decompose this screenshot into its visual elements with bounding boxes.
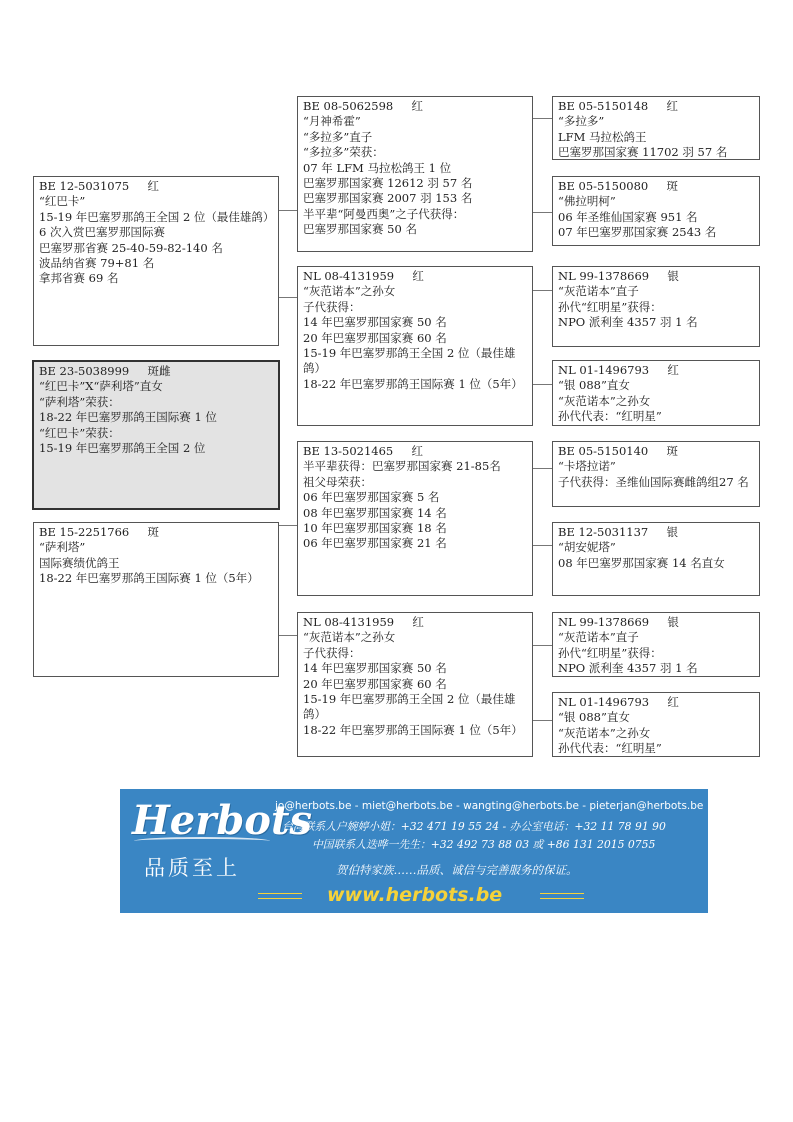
pedigree-line: 巴塞罗那国家赛 11702 羽 57 名 — [558, 145, 728, 160]
email-list[interactable]: jo@herbots.be - miet@herbots.be - wangting@herbots.be - pieterjan@herbots.be — [275, 800, 704, 812]
pedigree-line: 子代获得： — [303, 645, 361, 660]
pedigree-line: 18-22 年巴塞罗那鸽王国际赛 1 位（5年） — [303, 376, 523, 391]
pedigree-line: “银 088”直女 — [558, 710, 630, 725]
connector-dd-1 — [533, 645, 552, 646]
great-grandparent-box-4 — [552, 360, 760, 426]
ring-number: BE 08-5062598 红 — [303, 99, 424, 113]
great-grandparent-box-6 — [552, 522, 760, 596]
pedigree-line: “多拉多”荣获： — [303, 145, 384, 160]
ring-number: NL 01-1496793 红 — [558, 363, 679, 377]
connector-dam-up — [279, 525, 297, 526]
pedigree-line: “多拉多”直子 — [303, 129, 373, 144]
pedigree-line: 08 年巴塞罗那国家赛 14 名 — [303, 505, 447, 520]
taiwan-contact: 台湾联系人户婉婷小姐：+32 471 19 55 24 - 办公室电话：+32 11 78 91 90 — [282, 820, 666, 833]
url-decoration-left — [258, 893, 302, 899]
website-link[interactable]: www.herbots.be — [327, 884, 503, 906]
pedigree-line: 半平辈“阿曼西奥”之子代获得： — [303, 206, 465, 221]
pedigree-line: “银 088”直女 — [558, 378, 630, 393]
connector-dam-down — [279, 635, 297, 636]
pedigree-line: “月神希霍” — [303, 114, 361, 129]
pedigree-line: 07 年 LFM 马拉松鸽王 1 位 — [303, 160, 452, 175]
pedigree-line: 14 年巴塞罗那国家赛 50 名 — [303, 315, 447, 330]
pedigree-line: 祖父母荣获： — [303, 474, 372, 489]
dam-sire-box — [297, 441, 533, 596]
pedigree-line: LFM 马拉松鸽王 — [558, 129, 647, 144]
ring-number: NL 01-1496793 红 — [558, 695, 679, 709]
great-grandparent-box-8 — [552, 692, 760, 757]
pedigree-line: 波品纳省赛 79+81 名 — [39, 256, 155, 271]
logo-swoosh — [134, 837, 270, 845]
sire-box — [33, 176, 279, 346]
pedigree-line: “卡塔拉诺” — [558, 459, 616, 474]
connector-sd-1 — [533, 290, 552, 291]
ring-number: BE 12-5031137 银 — [558, 525, 679, 539]
pedigree-line: “胡安妮塔” — [558, 540, 616, 555]
connector-ds-1 — [533, 468, 552, 469]
pedigree-line: 10 年巴塞罗那国家赛 18 名 — [303, 521, 447, 536]
ring-number: NL 99-1378669 银 — [558, 269, 679, 283]
ring-number: BE 12-5031075 红 — [39, 179, 160, 193]
great-grandparent-box-7 — [552, 612, 760, 677]
great-grandparent-box-1 — [552, 96, 760, 160]
pedigree-line: 14 年巴塞罗那国家赛 50 名 — [303, 661, 447, 676]
pedigree-line: “红巴卡”荣获： — [39, 425, 120, 440]
pedigree-line: 15-19 年巴塞罗那鸽王全国 2 位（最佳雄鸽） — [39, 209, 275, 224]
guarantee-text: 贺伯特家族……品质、诚信与完善服务的保证。 — [336, 863, 578, 877]
connector-sire-down — [279, 297, 297, 298]
slogan: 品质至上 — [144, 856, 240, 880]
pedigree-line: 孙代“红明星”获得： — [558, 299, 662, 314]
pedigree-line: 子代获得：圣维仙国际赛雌鸽组27 名 — [558, 474, 749, 489]
pedigree-line: “灰范诺本”之孙女 — [558, 393, 651, 408]
connector-sd-2 — [533, 384, 552, 385]
pedigree-line: “灰范诺本”之孙女 — [558, 725, 651, 740]
pedigree-line: “萨利塔” — [39, 540, 86, 555]
dam-dam-box — [297, 612, 533, 757]
great-grandparent-box-2 — [552, 176, 760, 246]
pedigree-line: 巴塞罗那国家赛 50 名 — [303, 222, 417, 237]
pedigree-line: NPO 派利奎 4357 羽 1 名 — [558, 661, 698, 676]
pedigree-line: 08 年巴塞罗那国家赛 14 名直女 — [558, 555, 725, 570]
pedigree-line: 06 年圣维仙国家赛 951 名 — [558, 209, 698, 224]
url-decoration-right — [540, 893, 584, 899]
connector-ss-2 — [533, 212, 552, 213]
pedigree-line: 孙代代表：“红明星” — [558, 741, 662, 756]
pedigree-line: 孙代“红明星”获得： — [558, 645, 662, 660]
ring-number: BE 13-5021465 红 — [303, 444, 424, 458]
pedigree-line: “灰范诺本”直子 — [558, 630, 639, 645]
connector-ss-1 — [533, 118, 552, 119]
ring-number: BE 05-5150148 红 — [558, 99, 679, 113]
connector-dd-2 — [533, 720, 552, 721]
pedigree-line: 半平辈获得：巴塞罗那国家赛 21-85名 — [303, 459, 501, 474]
ring-number: BE 05-5150140 斑 — [558, 444, 679, 458]
pedigree-line: “红巴卡” — [39, 194, 86, 209]
connector-sire-up — [279, 210, 297, 211]
pedigree-line: “灰范诺本”直子 — [558, 284, 639, 299]
pedigree-line: 20 年巴塞罗那国家赛 60 名 — [303, 330, 447, 345]
pedigree-line: 18-22 年巴塞罗那鸽王国际赛 1 位 — [39, 410, 217, 425]
herbots-logo: Herbots — [132, 797, 312, 844]
ring-number: NL 08-4131959 红 — [303, 615, 424, 629]
pedigree-line: 国际赛绩优鸽王 — [39, 555, 120, 570]
pedigree-line: 巴塞罗那国家赛 2007 羽 153 名 — [303, 191, 473, 206]
pedigree-line: 20 年巴塞罗那国家赛 60 名 — [303, 676, 447, 691]
ring-number: BE 23-5038999 斑雌 — [39, 364, 171, 378]
great-grandparent-box-3 — [552, 266, 760, 347]
pedigree-line: “灰范诺本”之孙女 — [303, 630, 396, 645]
ring-number: BE 15-2251766 斑 — [39, 525, 160, 539]
herbots-banner — [120, 789, 708, 913]
connector-ds-2 — [533, 545, 552, 546]
pedigree-line: 18-22 年巴塞罗那鸽王国际赛 1 位（5年） — [303, 722, 523, 737]
pedigree-line: NPO 派利奎 4357 羽 1 名 — [558, 315, 698, 330]
great-grandparent-box-5 — [552, 441, 760, 507]
pedigree-line: 15-19 年巴塞罗那鸽王全国 2 位 — [39, 441, 206, 456]
pedigree-line: 巴塞罗那国家赛 12612 羽 57 名 — [303, 176, 473, 191]
sire-sire-box — [297, 96, 533, 252]
pedigree-line: “萨利塔”荣获： — [39, 394, 120, 409]
pedigree-line: 巴塞罗那省赛 25-40-59-82-140 名 — [39, 240, 223, 255]
pedigree-line: 06 年巴塞罗那国家赛 5 名 — [303, 490, 440, 505]
pedigree-line: “佛拉明柯” — [558, 194, 616, 209]
pedigree-line: 15-19 年巴塞罗那鸽王全国 2 位（最佳雄鸽） — [303, 692, 516, 722]
ring-number: NL 99-1378669 银 — [558, 615, 679, 629]
subject-box — [32, 360, 280, 510]
ring-number: BE 05-5150080 斑 — [558, 179, 679, 193]
pedigree-line: 18-22 年巴塞罗那鸽王国际赛 1 位（5年） — [39, 571, 259, 586]
pedigree-line: 6 次入赏巴塞罗那国际赛 — [39, 225, 165, 240]
pedigree-line: “灰范诺本”之孙女 — [303, 284, 396, 299]
ring-number: NL 08-4131959 红 — [303, 269, 424, 283]
pedigree-line: “红巴卡”X“萨利塔”直女 — [39, 379, 163, 394]
china-contact: 中国联系人迭哗一先生：+32 492 73 88 03 或 +86 131 2015 0755 — [312, 838, 656, 851]
pedigree-line: 07 年巴塞罗那国家赛 2543 名 — [558, 225, 717, 240]
pedigree-line: 拿邦省赛 69 名 — [39, 271, 119, 286]
pedigree-line: 15-19 年巴塞罗那鸽王全国 2 位（最佳雄鸽） — [303, 346, 516, 376]
pedigree-line: 06 年巴塞罗那国家赛 21 名 — [303, 536, 447, 551]
pedigree-line: “多拉多” — [558, 114, 605, 129]
dam-box — [33, 522, 279, 677]
pedigree-line: 孙代代表：“红明星” — [558, 409, 662, 424]
pedigree-line: 子代获得： — [303, 299, 361, 314]
sire-dam-box — [297, 266, 533, 426]
